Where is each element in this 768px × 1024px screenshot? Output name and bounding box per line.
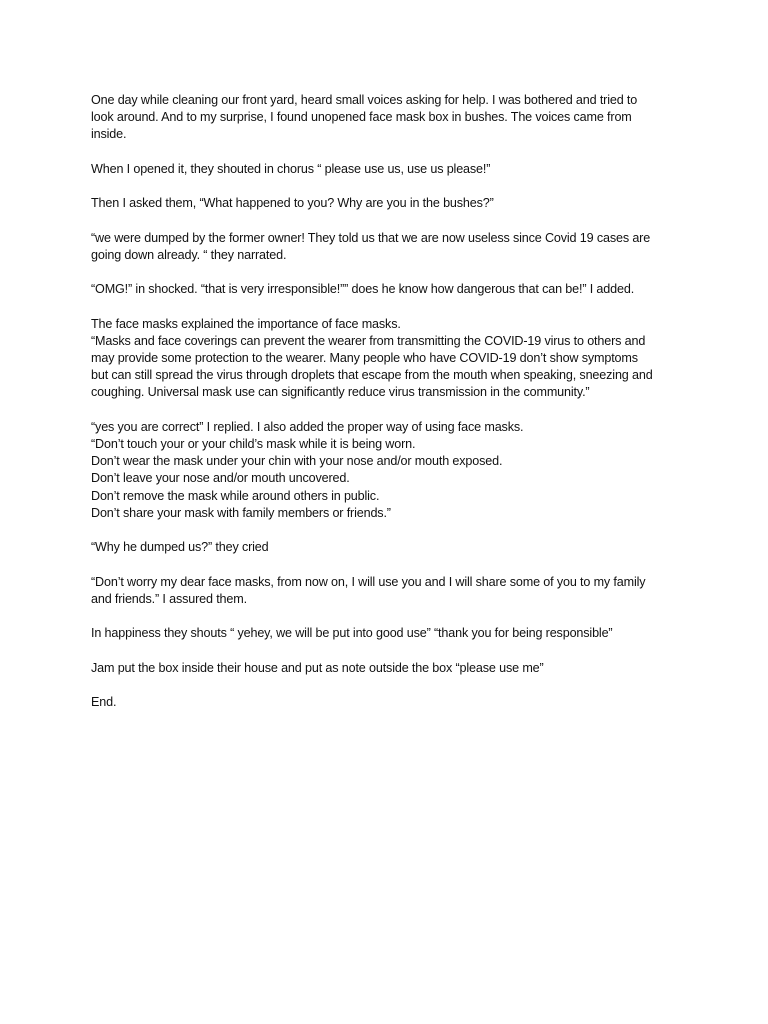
paragraph — [91, 195, 691, 212]
paragraph — [91, 161, 691, 178]
text-line: “we were dumped by the former owner! They told us that we are now useless since Covid 19 cases are — [91, 230, 651, 245]
story-body — [91, 92, 691, 728]
text-line: “Don’t worry my dear face masks, from now on, I will use you and I will share some of you to my family — [91, 574, 646, 589]
text-line: inside. — [91, 127, 127, 142]
paragraph — [91, 419, 691, 522]
text-line: and friends.” I assured them. — [91, 591, 247, 606]
paragraph — [91, 660, 691, 677]
text-line: Don’t share your mask with family members or friends.” — [91, 505, 391, 520]
paragraph — [91, 281, 691, 298]
paragraph — [91, 539, 691, 556]
text-line: End. — [91, 694, 117, 709]
text-line: Jam put the box inside their house and put as note outside the box “please use me” — [91, 660, 544, 675]
text-line: “Don’t touch your or your child’s mask while it is being worn. — [91, 436, 416, 451]
text-line: but can still spread the virus through droplets that escape from the mouth when speaking, sneezing and — [91, 368, 653, 383]
text-line: going down already. “ they narrated. — [91, 247, 287, 262]
text-line: Don’t wear the mask under your chin with your nose and/or mouth exposed. — [91, 454, 503, 469]
text-line: may provide some protection to the wearer. Many people who have COVID-19 don’t show symptoms — [91, 350, 638, 365]
text-line: “Masks and face coverings can prevent the wearer from transmitting the COVID-19 virus to others and — [91, 333, 646, 348]
text-line: One day while cleaning our front yard, heard small voices asking for help. I was bothered and tried to — [91, 93, 638, 107]
paragraph — [91, 230, 691, 264]
paragraph — [91, 92, 691, 144]
text-line: In happiness they shouts “ yehey, we will be put into good use” “thank you for being responsible” — [91, 626, 613, 641]
text-line: When I opened it, they shouted in chorus “ please use us, use us please!” — [91, 161, 491, 176]
text-line: “OMG!” in shocked. “that is very irresponsible!”” does he know how dangerous that can be!” I added. — [91, 282, 635, 297]
text-line: Don’t leave your nose and/or mouth uncovered. — [91, 471, 350, 486]
text-line: coughing. Universal mask use can significantly reduce virus transmission in the community.” — [91, 385, 590, 400]
paragraph — [91, 694, 691, 711]
text-line: Don’t remove the mask while around others in public. — [91, 488, 380, 503]
paragraph — [91, 625, 691, 642]
paragraph — [91, 574, 691, 608]
text-line: look around. And to my surprise, I found unopened face mask box in bushes. The voices came from — [91, 110, 632, 125]
text-line: “yes you are correct” I replied. I also added the proper way of using face masks. — [91, 419, 524, 434]
paragraph — [91, 316, 691, 402]
text-line: The face masks explained the importance of face masks. — [91, 316, 401, 331]
text-line: “Why he dumped us?” they cried — [91, 540, 269, 555]
text-line: Then I asked them, “What happened to you? Why are you in the bushes?” — [91, 196, 494, 211]
